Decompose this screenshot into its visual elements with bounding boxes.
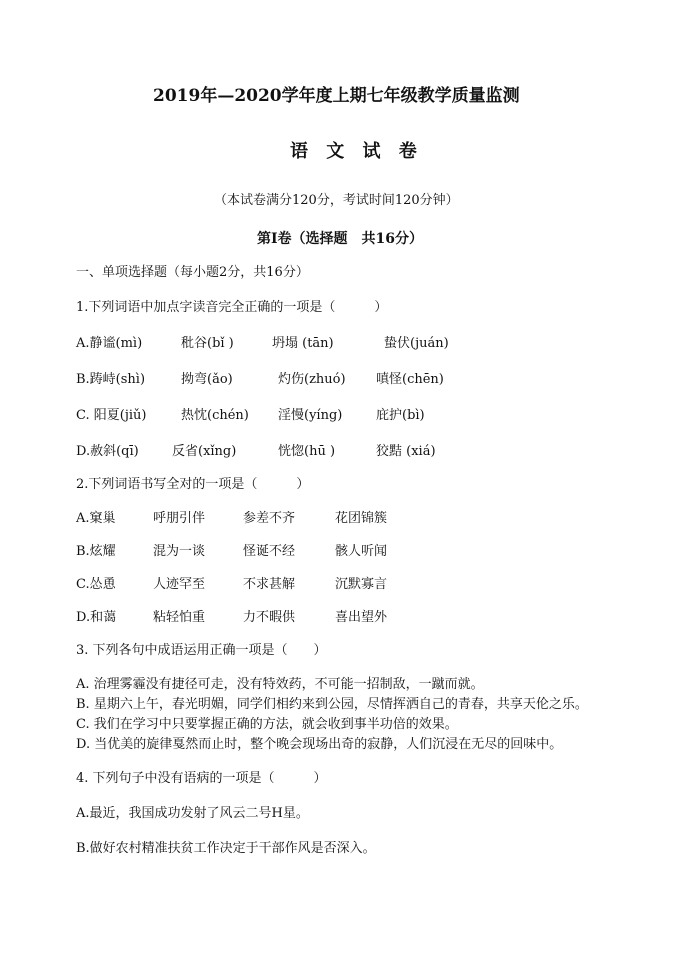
part-heading: 一、单项选择题（每小题2分，共16分） [76, 265, 309, 280]
q2-option-d-1: D.和蔼 [76, 610, 117, 625]
q2-stem: 2.下列词语书写全对的一项是（ ） [76, 477, 310, 492]
q1-option-a-1: A.静谧(mì) [76, 336, 143, 351]
q2-option-b-4: 骸人听闻 [335, 544, 388, 559]
q1-option-a-2: 秕谷(bǐ ) [181, 336, 234, 351]
q2-option-a-2: 呼朋引伴 [153, 511, 206, 526]
q1-option-c-2: 热忱(chén) [181, 408, 249, 423]
q1-option-d-1: D.赦斜(qī) [76, 444, 139, 459]
q2-option-c-1: C.怂恿 [76, 577, 116, 592]
q3-option-d: D. 当优美的旋律戛然而止时，整个晚会现场出奇的寂静，人们沉浸在无尽的回味中。 [76, 737, 563, 752]
q1-option-a-4: 蛰伏(juán) [384, 336, 449, 351]
q2-option-a-1: A.窠巢 [76, 511, 116, 526]
q4-option-a: A.最近，我国成功发射了风云二号H星。 [76, 806, 309, 821]
q1-option-c-4: 庇护(bì) [376, 408, 425, 423]
q1-option-d-3: 恍惚(hū ) [278, 444, 336, 459]
q2-option-d-2: 粘轻怕重 [153, 610, 206, 625]
q1-option-a-3: 坍塌 (tān) [272, 336, 334, 351]
q2-option-c-2: 人迹罕至 [153, 577, 206, 592]
q1-option-c-3: 淫慢(yíng) [278, 408, 343, 423]
q2-option-c-4: 沉默寡言 [335, 577, 388, 592]
q2-option-b-3: 怪诞不经 [243, 544, 296, 559]
q3-option-a: A. 治理雾霾没有捷径可走，没有特效药，不可能一招制敌，一蹴而就。 [76, 677, 484, 692]
q2-option-a-4: 花团锦簇 [335, 511, 388, 526]
q1-option-c-1: C. 阳夏(jiǔ) [76, 408, 147, 423]
q2-option-d-3: 力不暇供 [243, 610, 296, 625]
q1-option-b-1: B.踌峙(shì) [76, 372, 146, 387]
q1-option-d-4: 狡黠 (xiá) [376, 444, 436, 459]
q4-stem: 4. 下列句子中没有语病的一项是（ ） [76, 771, 327, 786]
q3-option-b: B. 星期六上午，春光明媚，同学们相约来到公园，尽情挥洒自己的青春，共享天伦之乐。 [76, 697, 588, 712]
exam-note: （本试卷满分120分，考试时间120分钟） [214, 193, 459, 208]
q1-stem: 1.下列词语中加点字读音完全正确的一项是（ ） [76, 300, 388, 315]
q4-option-b: B.做好农村精准扶贫工作决定于干部作风是否深入。 [76, 841, 376, 856]
q3-stem: 3. 下列各句中成语运用正确一项是（ ） [76, 643, 327, 658]
q2-option-b-1: B.炫耀 [76, 544, 116, 559]
q1-option-b-4: 嗔怪(chēn) [376, 372, 444, 387]
q2-option-d-4: 喜出望外 [335, 610, 388, 625]
exam-title: 2019年—2020学年度上期七年级教学质量监测 [153, 86, 520, 106]
q1-option-b-3: 灼伤(zhuó) [278, 372, 346, 387]
q3-option-c: C. 我们在学习中只要掌握正确的方法，就会收到事半功倍的效果。 [76, 717, 458, 732]
section-title: 第Ⅰ卷（选择题 共16分） [257, 231, 424, 247]
q2-option-b-2: 混为一谈 [153, 544, 206, 559]
q2-option-c-3: 不求甚解 [243, 577, 296, 592]
subject-title: 语 文 试 卷 [290, 141, 423, 162]
q1-option-b-2: 拗弯(ǎo) [181, 372, 233, 387]
q1-option-d-2: 反省(xǐng) [172, 444, 237, 459]
q2-option-a-3: 参差不齐 [243, 511, 296, 526]
